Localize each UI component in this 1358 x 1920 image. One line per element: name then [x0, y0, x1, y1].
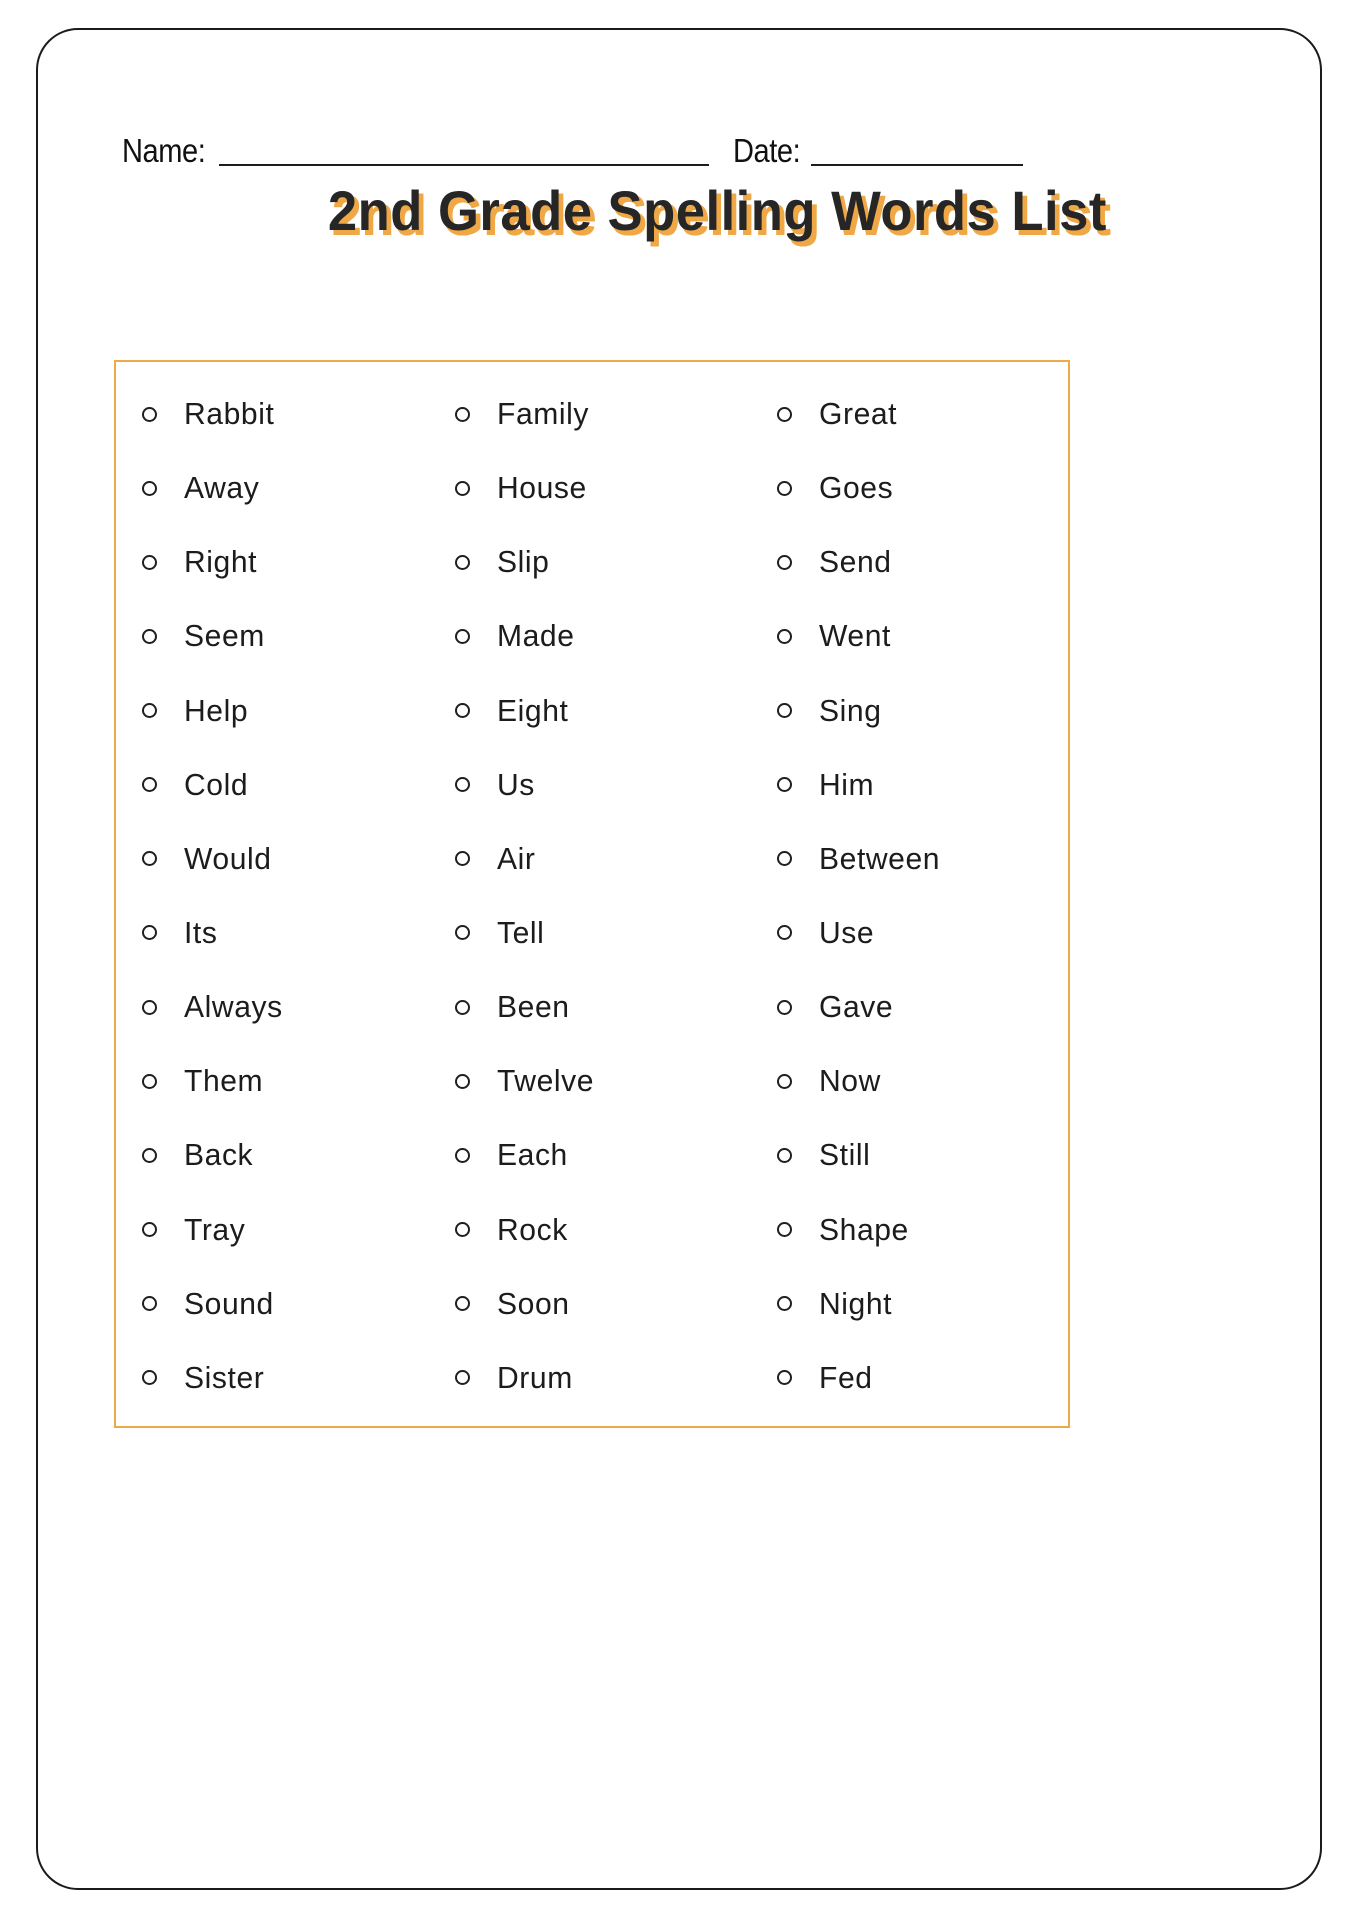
date-label: Date:: [732, 132, 800, 169]
word-label: Night: [818, 1285, 892, 1321]
word-label: Eight: [497, 692, 569, 728]
date-input-line[interactable]: [811, 164, 1023, 166]
word-label: Sing: [818, 692, 882, 728]
word-list-item[interactable]: [455, 540, 746, 584]
word-list-item[interactable]: [142, 985, 433, 1029]
page-title: 2nd Grade Spelling Words List: [327, 179, 1107, 242]
word-label: Each: [497, 1137, 569, 1173]
word-list-item[interactable]: [142, 392, 433, 436]
word-list-columns: [116, 362, 1068, 1426]
word-label: Now: [818, 1063, 881, 1099]
word-label: Between: [818, 840, 940, 876]
word-list-item[interactable]: [142, 1133, 433, 1177]
word-list-box: [114, 360, 1070, 1428]
word-label: Twelve: [497, 1063, 595, 1099]
word-label: Family: [497, 396, 590, 431]
word-label: Great: [818, 396, 897, 431]
sheet-frame: [36, 28, 1322, 1890]
word-label: Went: [818, 618, 891, 654]
circle-bullet-icon[interactable]: [777, 1074, 792, 1089]
word-label: Seem: [184, 618, 265, 654]
word-label: Him: [818, 766, 874, 802]
word-label: Slip: [497, 544, 550, 580]
page-title-wrapper: [38, 176, 1358, 256]
word-column-2: [433, 392, 746, 1400]
circle-bullet-icon[interactable]: [455, 629, 470, 644]
word-list-item[interactable]: [142, 1356, 433, 1400]
word-list-item[interactable]: [455, 911, 746, 955]
word-label: Its: [184, 914, 218, 950]
word-list-item[interactable]: [455, 614, 746, 658]
word-list-item[interactable]: [142, 689, 433, 733]
word-list-item[interactable]: [455, 466, 746, 510]
word-label: Help: [184, 692, 249, 728]
word-label: Us: [497, 766, 536, 802]
circle-bullet-icon[interactable]: [777, 481, 792, 496]
word-list-item[interactable]: [455, 392, 746, 436]
word-list-item[interactable]: [777, 1356, 1068, 1400]
word-list-item[interactable]: [777, 763, 1068, 807]
circle-bullet-icon[interactable]: [455, 481, 470, 496]
word-label: Send: [818, 544, 892, 580]
word-label: Back: [184, 1137, 254, 1173]
circle-bullet-icon[interactable]: [142, 481, 157, 496]
word-label: Soon: [497, 1285, 570, 1321]
word-list-item[interactable]: [777, 911, 1068, 955]
circle-bullet-icon[interactable]: [455, 1074, 470, 1089]
word-list-item[interactable]: [455, 985, 746, 1029]
word-list-item[interactable]: [777, 689, 1068, 733]
word-list-item[interactable]: [455, 1208, 746, 1252]
circle-bullet-icon[interactable]: [777, 1370, 792, 1385]
word-label: Tell: [497, 914, 545, 950]
word-label: Use: [818, 914, 874, 950]
circle-bullet-icon[interactable]: [455, 1000, 470, 1015]
circle-bullet-icon[interactable]: [455, 1222, 470, 1237]
word-list-item[interactable]: [777, 837, 1068, 881]
circle-bullet-icon[interactable]: [777, 777, 792, 792]
word-list-item[interactable]: [455, 1133, 746, 1177]
circle-bullet-icon[interactable]: [777, 629, 792, 644]
word-label: Always: [184, 989, 283, 1025]
word-label: Away: [184, 470, 260, 506]
circle-bullet-icon[interactable]: [777, 1296, 792, 1311]
circle-bullet-icon[interactable]: [777, 925, 792, 940]
circle-bullet-icon[interactable]: [142, 777, 157, 792]
word-label: Would: [184, 840, 272, 876]
word-list-item[interactable]: [777, 1282, 1068, 1326]
word-label: Made: [497, 618, 575, 654]
circle-bullet-icon[interactable]: [777, 407, 792, 422]
circle-bullet-icon[interactable]: [142, 1074, 157, 1089]
word-label: Fed: [818, 1359, 873, 1395]
circle-bullet-icon[interactable]: [455, 1370, 470, 1385]
word-list-item[interactable]: [142, 837, 433, 881]
circle-bullet-icon[interactable]: [142, 925, 157, 940]
word-list-item[interactable]: [777, 466, 1068, 510]
circle-bullet-icon[interactable]: [142, 851, 157, 866]
circle-bullet-icon[interactable]: [142, 555, 157, 570]
word-label: Sister: [184, 1359, 265, 1395]
word-label: Them: [184, 1063, 264, 1099]
word-list-item[interactable]: [142, 763, 433, 807]
word-label: Tray: [184, 1211, 246, 1247]
circle-bullet-icon[interactable]: [777, 851, 792, 866]
word-label: Rock: [497, 1211, 569, 1247]
word-list-item[interactable]: [142, 540, 433, 584]
circle-bullet-icon[interactable]: [455, 1296, 470, 1311]
word-list-item[interactable]: [142, 911, 433, 955]
word-list-item[interactable]: [455, 1059, 746, 1103]
name-label: Name:: [122, 132, 206, 169]
circle-bullet-icon[interactable]: [142, 1148, 157, 1163]
word-label: Goes: [818, 470, 893, 506]
word-list-item[interactable]: [777, 1059, 1068, 1103]
word-label: Drum: [497, 1359, 574, 1395]
circle-bullet-icon[interactable]: [777, 703, 792, 718]
name-input-line[interactable]: [219, 164, 709, 166]
circle-bullet-icon[interactable]: [142, 1296, 157, 1311]
circle-bullet-icon[interactable]: [455, 555, 470, 570]
word-list-item[interactable]: [455, 1356, 746, 1400]
word-list-item[interactable]: [777, 1208, 1068, 1252]
word-label: Been: [497, 989, 570, 1025]
circle-bullet-icon[interactable]: [777, 1148, 792, 1163]
circle-bullet-icon[interactable]: [777, 1000, 792, 1015]
word-list-item[interactable]: [455, 837, 746, 881]
word-label: House: [497, 470, 588, 506]
word-list-item[interactable]: [455, 689, 746, 733]
word-label: Cold: [184, 766, 249, 802]
word-column-3: [747, 392, 1068, 1400]
circle-bullet-icon[interactable]: [455, 1148, 470, 1163]
circle-bullet-icon[interactable]: [142, 1000, 157, 1015]
word-list-item[interactable]: [142, 1059, 433, 1103]
word-list-item[interactable]: [455, 763, 746, 807]
circle-bullet-icon[interactable]: [777, 1222, 792, 1237]
word-label: Still: [818, 1137, 871, 1173]
word-list-item[interactable]: [777, 392, 1068, 436]
word-list-item[interactable]: [142, 1208, 433, 1252]
circle-bullet-icon[interactable]: [455, 851, 470, 866]
circle-bullet-icon[interactable]: [142, 629, 157, 644]
word-label: Right: [184, 544, 258, 580]
word-label: Rabbit: [184, 396, 275, 431]
circle-bullet-icon[interactable]: [777, 555, 792, 570]
word-list-item[interactable]: [777, 614, 1068, 658]
word-label: Air: [497, 840, 536, 876]
word-list-item[interactable]: [777, 985, 1068, 1029]
circle-bullet-icon[interactable]: [455, 703, 470, 718]
circle-bullet-icon[interactable]: [142, 703, 157, 718]
word-label: Shape: [818, 1211, 909, 1247]
word-list-item[interactable]: [142, 614, 433, 658]
circle-bullet-icon[interactable]: [142, 1222, 157, 1237]
word-list-item[interactable]: [455, 1282, 746, 1326]
word-list-item[interactable]: [142, 1282, 433, 1326]
word-list-item[interactable]: [777, 540, 1068, 584]
circle-bullet-icon[interactable]: [455, 777, 470, 792]
circle-bullet-icon[interactable]: [455, 407, 470, 422]
word-label: Sound: [184, 1285, 274, 1321]
name-date-row: [122, 114, 1272, 170]
circle-bullet-icon[interactable]: [142, 407, 157, 422]
circle-bullet-icon[interactable]: [142, 1370, 157, 1385]
word-list-item[interactable]: [777, 1133, 1068, 1177]
word-label: Gave: [818, 989, 893, 1025]
word-column-1: [116, 392, 433, 1400]
word-list-item[interactable]: [142, 466, 433, 510]
circle-bullet-icon[interactable]: [455, 925, 470, 940]
